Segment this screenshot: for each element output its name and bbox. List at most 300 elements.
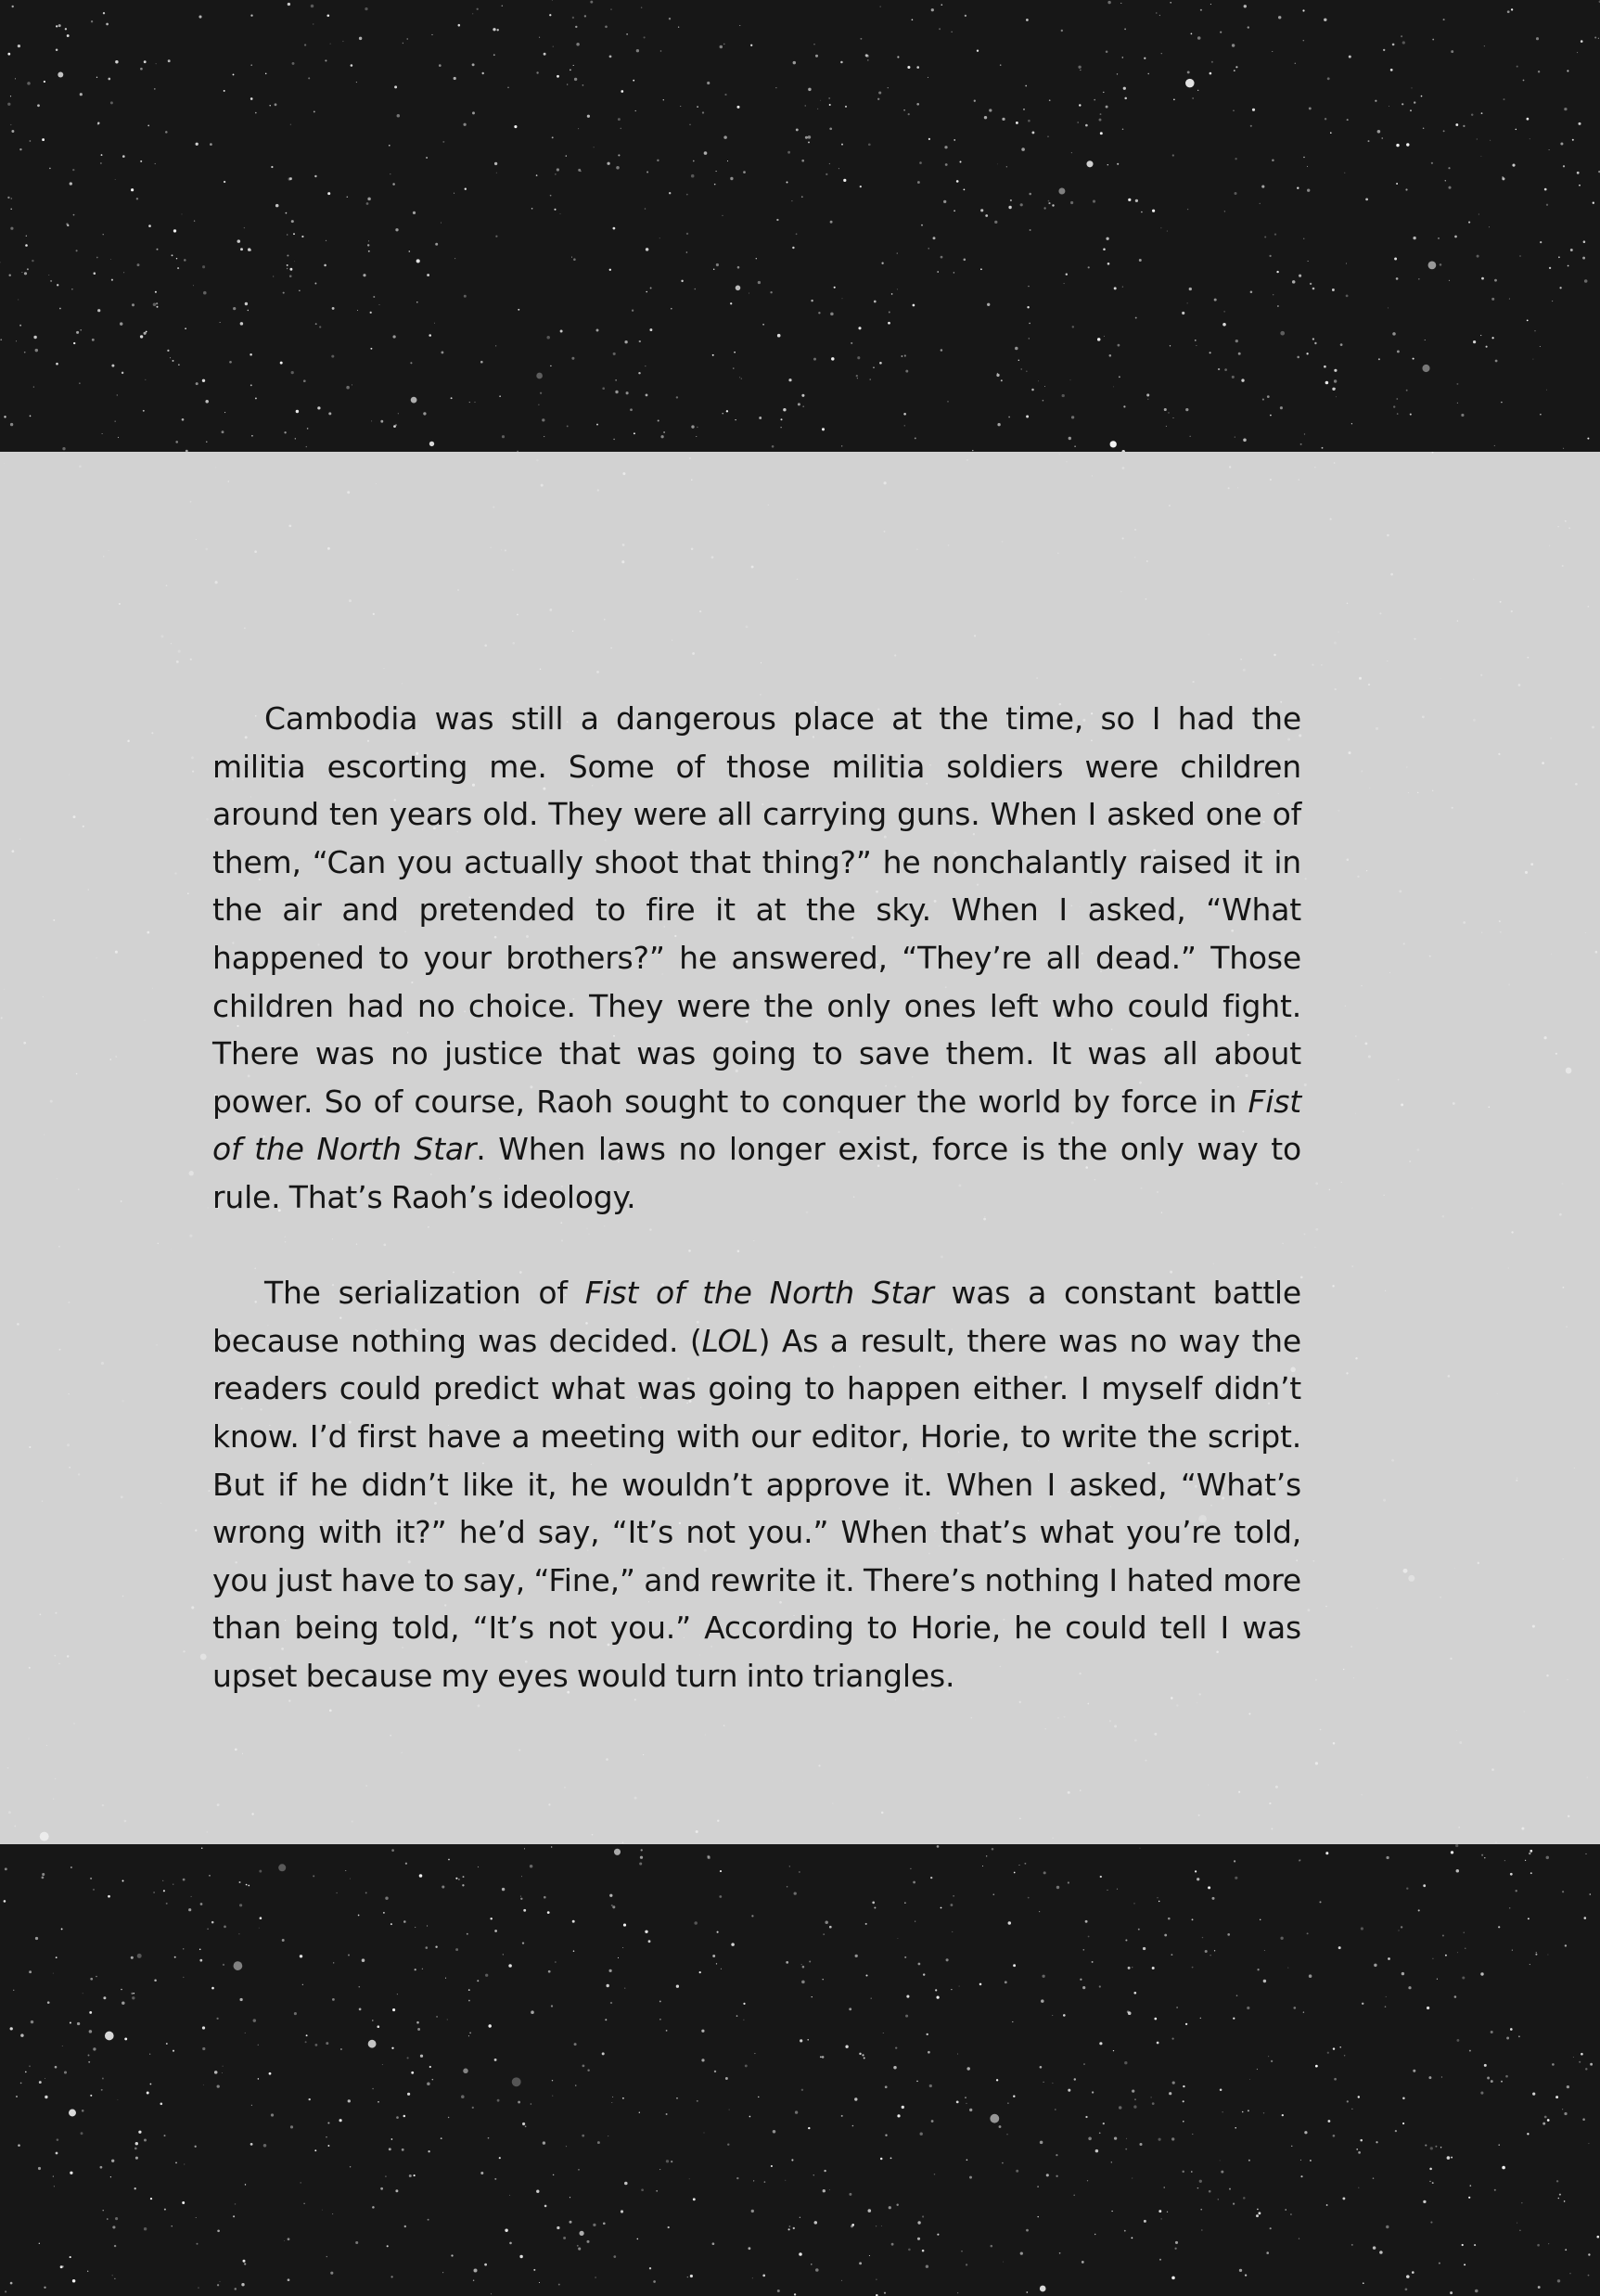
star xyxy=(1491,2031,1493,2033)
star xyxy=(1223,311,1224,312)
star xyxy=(397,114,401,118)
star xyxy=(333,1962,334,1963)
star xyxy=(1028,1897,1030,1899)
star xyxy=(107,2218,109,2220)
star xyxy=(966,2159,968,2161)
star xyxy=(171,1250,172,1251)
star xyxy=(815,55,818,58)
star xyxy=(137,1954,142,1958)
star xyxy=(48,275,49,276)
star xyxy=(997,164,998,165)
star xyxy=(969,2176,972,2179)
star xyxy=(943,200,946,203)
star xyxy=(881,263,883,264)
star xyxy=(1579,2061,1581,2063)
star xyxy=(1499,2144,1500,2145)
star xyxy=(1418,278,1419,279)
star xyxy=(245,2184,246,2185)
star xyxy=(518,309,519,311)
star xyxy=(722,413,723,414)
star xyxy=(117,2099,118,2100)
star xyxy=(1063,1716,1065,1718)
star xyxy=(365,1892,367,1893)
star xyxy=(1448,167,1450,169)
star xyxy=(1346,295,1349,298)
star xyxy=(79,466,82,468)
star xyxy=(1459,1741,1462,1744)
star xyxy=(372,2206,375,2209)
star xyxy=(954,210,955,212)
star xyxy=(1336,396,1337,397)
star xyxy=(1208,1886,1210,1889)
star xyxy=(1170,345,1171,346)
star xyxy=(871,1997,872,1998)
star xyxy=(390,2276,392,2277)
star xyxy=(70,2172,72,2174)
star xyxy=(1267,395,1270,398)
star xyxy=(235,2203,237,2205)
star xyxy=(624,340,627,343)
star xyxy=(1252,109,1255,111)
star xyxy=(1368,1055,1371,1058)
star xyxy=(1423,2200,1426,2203)
star xyxy=(1365,199,1368,201)
star xyxy=(1303,40,1305,42)
star xyxy=(1211,1897,1214,1900)
star xyxy=(1334,642,1337,645)
star xyxy=(1218,2199,1219,2200)
star xyxy=(689,457,691,459)
star xyxy=(999,2125,1002,2128)
star xyxy=(409,2174,412,2177)
star xyxy=(997,423,1000,426)
star xyxy=(502,6,504,7)
star xyxy=(1104,336,1105,337)
star xyxy=(751,2210,754,2213)
star xyxy=(1048,200,1050,202)
star xyxy=(1508,1267,1509,1268)
star xyxy=(248,310,249,311)
star xyxy=(55,1612,57,1614)
star xyxy=(1085,124,1088,127)
star xyxy=(650,288,652,289)
star xyxy=(1477,255,1479,258)
star xyxy=(147,125,149,127)
star xyxy=(1320,1729,1322,1731)
star xyxy=(1013,1964,1016,1967)
star xyxy=(1456,383,1458,385)
star xyxy=(1024,1863,1026,1865)
star xyxy=(355,2241,358,2244)
star xyxy=(626,33,628,35)
star xyxy=(258,2045,259,2046)
star xyxy=(1342,2197,1345,2200)
star xyxy=(1456,2039,1459,2042)
star xyxy=(829,163,830,164)
star xyxy=(1092,1961,1094,1963)
star xyxy=(1544,1036,1547,1039)
star xyxy=(390,1923,392,1925)
star xyxy=(904,1903,905,1904)
star xyxy=(203,291,207,295)
star xyxy=(533,2269,535,2271)
star xyxy=(472,13,473,14)
star xyxy=(42,1873,45,1876)
star xyxy=(305,2041,307,2043)
star xyxy=(328,412,331,415)
star xyxy=(233,73,235,75)
star xyxy=(1335,388,1336,389)
star xyxy=(1218,368,1220,370)
star xyxy=(224,181,225,183)
star xyxy=(1109,1720,1111,1722)
star xyxy=(1417,1148,1420,1151)
star xyxy=(917,2238,920,2240)
star xyxy=(1340,1182,1341,1183)
star xyxy=(1548,2243,1549,2244)
star xyxy=(697,2100,698,2102)
star xyxy=(329,1710,332,1712)
star xyxy=(30,416,32,417)
star xyxy=(1315,1679,1317,1681)
star xyxy=(1422,716,1425,719)
star xyxy=(1358,2151,1361,2154)
star xyxy=(577,2245,579,2247)
star xyxy=(1534,330,1535,331)
star xyxy=(480,2172,483,2174)
star xyxy=(544,1896,546,1899)
star xyxy=(941,349,943,352)
star xyxy=(645,1930,647,1933)
star xyxy=(495,236,497,237)
star xyxy=(115,2217,118,2220)
star xyxy=(552,0,553,1)
star xyxy=(1107,1,1110,4)
star xyxy=(100,2166,103,2169)
star xyxy=(699,1971,701,1973)
star xyxy=(56,25,58,27)
star xyxy=(68,1302,70,1303)
star xyxy=(1440,1597,1441,1598)
star xyxy=(945,163,948,166)
star xyxy=(1566,1326,1567,1327)
star xyxy=(1462,2244,1464,2246)
star xyxy=(14,1826,16,1828)
star xyxy=(1048,202,1050,204)
star xyxy=(243,2260,246,2263)
star xyxy=(1056,1886,1059,1889)
star xyxy=(144,2138,147,2141)
star xyxy=(1052,2083,1053,2084)
star xyxy=(869,2255,870,2256)
star xyxy=(636,49,639,52)
star xyxy=(1008,417,1010,418)
star xyxy=(461,2095,465,2098)
star xyxy=(573,1950,575,1952)
star xyxy=(380,420,383,423)
star xyxy=(293,233,295,235)
star xyxy=(571,257,572,258)
star xyxy=(739,25,740,26)
star xyxy=(391,2138,393,2140)
star xyxy=(217,1803,220,1806)
star xyxy=(1110,441,1117,447)
star xyxy=(1161,53,1162,54)
star xyxy=(391,2047,393,2049)
star xyxy=(441,2137,442,2139)
star xyxy=(1305,878,1307,879)
star xyxy=(495,345,496,346)
star xyxy=(1069,437,1071,440)
star xyxy=(1567,1679,1568,1680)
star xyxy=(499,395,501,397)
star xyxy=(1481,112,1483,114)
star xyxy=(1562,2109,1563,2110)
star xyxy=(1224,368,1227,371)
star xyxy=(250,97,253,100)
star xyxy=(885,2135,887,2136)
star xyxy=(758,281,761,284)
star xyxy=(928,138,930,140)
star xyxy=(367,198,371,201)
star xyxy=(219,2281,220,2282)
star xyxy=(124,1820,127,1823)
star xyxy=(1383,49,1385,51)
star xyxy=(697,427,698,428)
star xyxy=(772,445,774,448)
star xyxy=(304,44,306,45)
star xyxy=(1012,2021,1013,2022)
star xyxy=(1052,1838,1054,1840)
star xyxy=(954,272,955,274)
star xyxy=(877,98,879,100)
star xyxy=(840,61,843,64)
star xyxy=(109,1058,111,1060)
star xyxy=(1197,36,1201,40)
star xyxy=(56,1956,58,1958)
star xyxy=(865,1923,867,1925)
star xyxy=(1304,1084,1307,1086)
star xyxy=(70,2021,71,2023)
star xyxy=(1351,1265,1353,1267)
star xyxy=(208,1490,210,1492)
star xyxy=(423,412,426,415)
star xyxy=(1440,678,1441,679)
star xyxy=(77,2022,80,2025)
star xyxy=(1438,237,1440,239)
star xyxy=(1563,448,1564,449)
star xyxy=(1300,2175,1302,2177)
star xyxy=(1512,1950,1513,1951)
star xyxy=(1085,2116,1087,2118)
star xyxy=(605,25,608,28)
star xyxy=(666,2160,669,2162)
star xyxy=(1516,1890,1517,1892)
star xyxy=(1544,188,1547,191)
star xyxy=(1449,280,1450,281)
star xyxy=(796,233,798,235)
star xyxy=(105,2032,114,2041)
star xyxy=(509,2242,512,2245)
star xyxy=(239,1904,242,1906)
star xyxy=(207,1928,209,1930)
star xyxy=(1290,2213,1292,2215)
star xyxy=(1002,118,1005,121)
star xyxy=(1126,2138,1127,2139)
star xyxy=(1569,2273,1570,2274)
star xyxy=(989,109,992,111)
star xyxy=(306,2034,308,2036)
star xyxy=(448,2117,449,2118)
star xyxy=(81,2132,83,2135)
star xyxy=(922,2215,924,2217)
star xyxy=(539,37,540,38)
star-pattern xyxy=(0,0,1600,452)
star xyxy=(284,2240,285,2241)
star xyxy=(227,481,229,482)
star xyxy=(915,437,916,439)
star xyxy=(618,154,620,156)
star xyxy=(1455,123,1458,126)
star xyxy=(101,154,103,156)
star xyxy=(39,1614,41,1616)
star xyxy=(1495,1841,1496,1842)
star xyxy=(234,1961,243,1970)
star xyxy=(395,2189,398,2192)
star xyxy=(592,1834,594,1836)
star xyxy=(493,28,495,31)
star xyxy=(1464,1932,1465,1933)
star xyxy=(1473,719,1476,722)
star xyxy=(965,15,966,17)
star xyxy=(1140,1848,1141,1849)
star xyxy=(1333,1742,1336,1745)
star xyxy=(691,547,694,550)
star xyxy=(1542,762,1544,764)
star xyxy=(135,2157,138,2160)
star xyxy=(1315,1247,1316,1248)
star xyxy=(103,556,105,558)
star xyxy=(560,213,561,214)
star xyxy=(1491,337,1493,339)
star xyxy=(407,38,408,39)
star xyxy=(768,505,769,506)
star xyxy=(1197,2187,1199,2189)
star xyxy=(172,254,173,256)
star xyxy=(439,64,442,67)
star xyxy=(1245,2274,1247,2276)
star xyxy=(854,2097,857,2100)
star xyxy=(1327,2052,1329,2054)
star xyxy=(131,1993,133,1995)
star xyxy=(1061,30,1063,32)
star xyxy=(368,2040,377,2048)
paragraph-1 xyxy=(212,695,1301,1222)
star xyxy=(771,2165,773,2167)
star xyxy=(1028,286,1029,287)
star xyxy=(426,1946,429,1949)
star xyxy=(1111,2211,1112,2212)
star xyxy=(1169,2092,1171,2095)
star xyxy=(1214,299,1217,301)
star xyxy=(921,224,923,226)
star xyxy=(1406,143,1409,146)
star xyxy=(1117,73,1118,74)
star xyxy=(1185,408,1188,411)
star xyxy=(1376,2141,1377,2143)
star xyxy=(941,4,942,6)
star xyxy=(336,1892,337,1893)
star xyxy=(1019,1818,1020,1819)
star xyxy=(1303,157,1304,158)
star xyxy=(102,2078,104,2080)
star xyxy=(10,124,11,125)
star xyxy=(1244,5,1247,7)
star xyxy=(1158,2210,1161,2213)
star xyxy=(284,431,286,433)
star xyxy=(832,1802,833,1803)
star xyxy=(1100,132,1103,135)
star xyxy=(1471,114,1473,116)
star xyxy=(621,560,624,563)
star xyxy=(1462,1976,1465,1979)
star xyxy=(156,1344,157,1345)
star xyxy=(1197,1878,1199,1880)
star xyxy=(57,1178,58,1179)
star xyxy=(376,483,377,484)
star xyxy=(111,2160,114,2162)
star xyxy=(1432,790,1433,791)
star xyxy=(1481,931,1482,932)
star xyxy=(1079,104,1081,106)
star xyxy=(777,2290,780,2292)
star xyxy=(1456,1869,1460,1873)
star xyxy=(1525,871,1528,874)
star xyxy=(291,371,294,374)
star xyxy=(793,61,796,64)
star xyxy=(1238,1791,1240,1793)
star xyxy=(1532,2093,1535,2096)
star xyxy=(1087,2180,1088,2181)
star xyxy=(1176,2007,1178,2008)
star xyxy=(1274,654,1275,656)
star xyxy=(1390,573,1393,576)
star xyxy=(578,169,581,172)
star xyxy=(1195,1870,1197,1872)
star xyxy=(118,437,119,438)
star xyxy=(160,1503,161,1504)
star xyxy=(916,549,917,550)
star xyxy=(621,90,623,93)
star xyxy=(1528,1918,1530,1919)
star xyxy=(465,188,467,190)
star xyxy=(362,1958,365,1962)
star xyxy=(870,378,871,379)
star xyxy=(1386,1996,1387,1997)
star xyxy=(121,1495,123,1498)
star xyxy=(96,77,97,78)
star xyxy=(1172,2081,1175,2084)
star xyxy=(602,387,605,390)
star xyxy=(1332,1285,1334,1287)
star xyxy=(830,313,834,316)
star xyxy=(1347,603,1349,605)
star xyxy=(1304,433,1305,434)
star xyxy=(720,1870,722,1872)
star xyxy=(302,1984,303,1985)
star xyxy=(205,548,208,551)
star xyxy=(67,1655,69,1657)
